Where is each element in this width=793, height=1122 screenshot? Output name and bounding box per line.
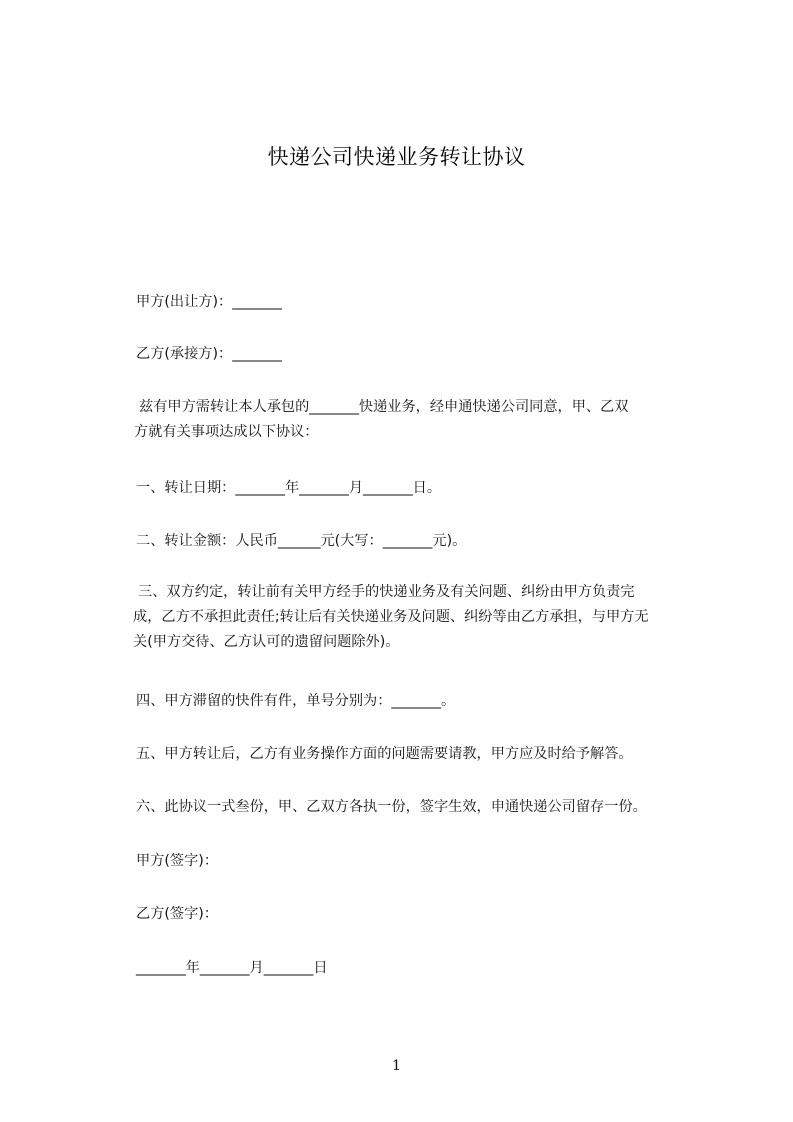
clause-1: 一、转让日期：_______年_______月_______日。 — [136, 480, 442, 496]
signature-date: _______年_______月_______日 — [136, 960, 328, 976]
clause-3-line-3: 关(甲方交待、乙方认可的遗留问题除外)。 — [133, 634, 400, 650]
intro-line-2: 方就有关事项达成以下协议： — [134, 424, 319, 440]
clause-3-line-2: 成，乙方不承担此责任;转让后有关快递业务及问题、纠纷等由乙方承担，与甲方无 — [133, 609, 649, 625]
party-b-line: 乙方(承接方)：_______ — [136, 346, 282, 362]
party-a-line: 甲方(出让方)：_______ — [136, 294, 282, 310]
intro-paragraph — [134, 395, 711, 445]
clause-3 — [133, 580, 712, 655]
intro-line-1: 兹有甲方需转让本人承包的_______快递业务，经申通快递公司同意，甲、乙双 — [139, 399, 629, 415]
clause-2: 二、转让金额：人民币______元(大写：_______元)。 — [136, 533, 467, 549]
clause-6: 六、此协议一式叁份，甲、乙双方各执一份，签字生效，申通快递公司留存一份。 — [136, 799, 647, 815]
signature-party-a: 甲方(签字)： — [136, 853, 219, 869]
clause-4: 四、甲方滞留的快件有件，单号分别为：_______。 — [136, 693, 456, 709]
page-number: 1 — [392, 1058, 401, 1074]
clause-5: 五、甲方转让后，乙方有业务操作方面的问题需要请教，甲方应及时给予解答。 — [136, 746, 633, 762]
document-title: 快递公司快递业务转让协议 — [267, 145, 526, 169]
signature-party-b: 乙方(签字)： — [136, 906, 219, 922]
clause-3-line-1: 三、双方约定，转让前有关甲方经手的快递业务及有关问题、纠纷由甲方负责完 — [138, 584, 635, 600]
